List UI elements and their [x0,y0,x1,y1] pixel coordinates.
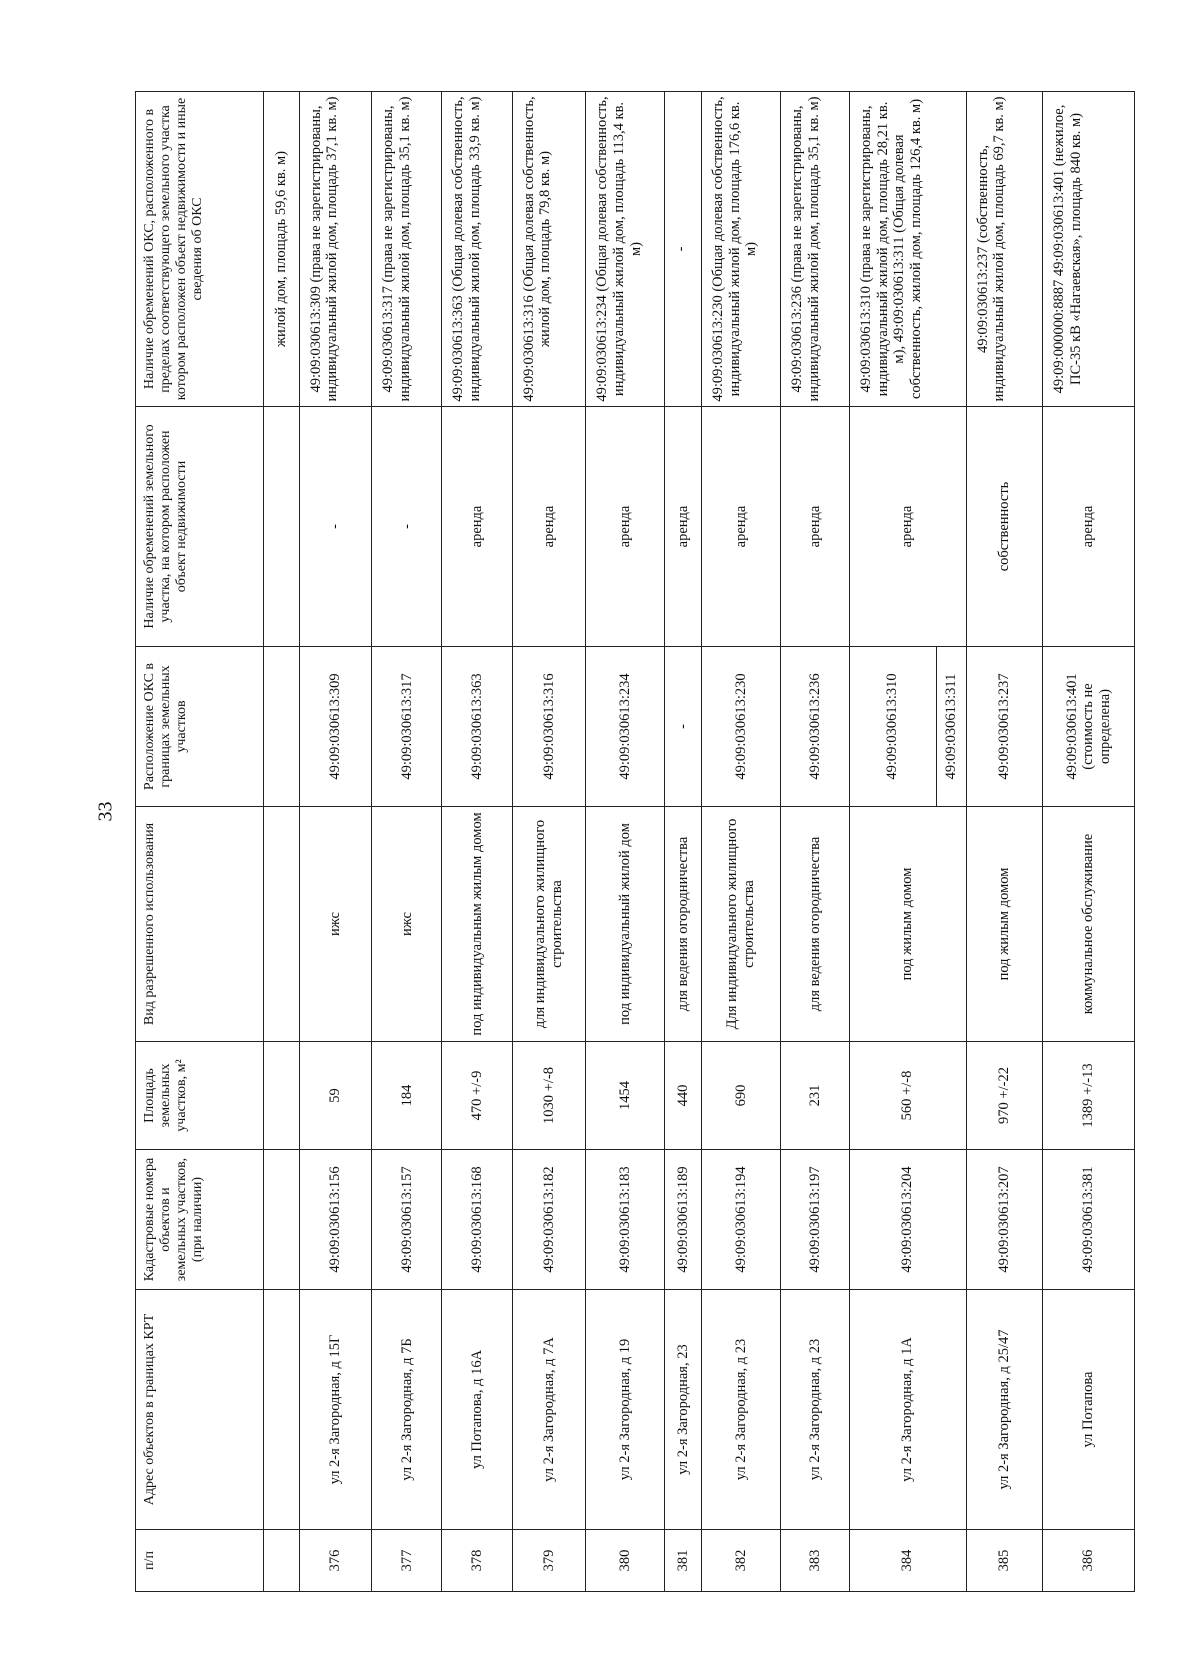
cell-use: под индивидуальный жилой дом [586,807,665,1042]
table-row [299,92,372,1592]
cell-land-encumbrance: собственность [966,407,1042,647]
cell-cadastral: 49:09:030613:207 [966,1150,1042,1290]
cell-land-encumbrance: аренда [849,407,966,647]
cell-oks-location: 49:09:030613:236 [781,647,850,807]
cell-area: 1030 +/-8 [512,1042,586,1150]
cell-area: 470 +/-9 [442,1042,512,1150]
cell-cadastral: 49:09:030613:204 [849,1150,966,1290]
cell-use: для ведения огородничества [781,807,850,1042]
prev-continuation: жилой дом, площадь 59,6 кв. м) [264,92,300,407]
table-row [781,92,850,1592]
cell-oks-encumbrance: 49:09:030613:236 (права не зарегистрированы, индивидуальный жилой дом, площадь 35,1 кв. м) [781,92,850,407]
cell-oks-location: - [665,647,702,807]
cell-land-encumbrance: аренда [781,407,850,647]
cell-address: ул 2-я Загородная, д 7Б [372,1290,442,1530]
header-num: п/п [136,1530,264,1592]
cell-num: 378 [442,1530,512,1592]
table-row [665,92,702,1592]
cell-area: 560 +/-8 [849,1042,966,1150]
rotated-table-container [135,92,1135,1592]
header-use: Вид разрешенного использования [136,807,264,1042]
cell-use: под индивидуальным жилым домом [442,807,512,1042]
cell-land-encumbrance: - [372,407,442,647]
cell-num: 381 [665,1530,702,1592]
header-area: Площадь земельных участков, м² [136,1042,264,1150]
cell-use: Для индивидуального жилищного строительства [702,807,781,1042]
cell-oks-encumbrance: 49:09:030613:317 (права не зарегистрированы, индивидуальный жилой дом, площадь 35,1 кв. м) [372,92,442,407]
cell-address: ул 2-я Загородная, д 25/47 [966,1290,1042,1530]
cell-address: ул 2-я Загородная, д 23 [781,1290,850,1530]
table-row [512,92,586,1592]
cell-use: для ведения огородничества [665,807,702,1042]
cell-num: 379 [512,1530,586,1592]
cell-num: 376 [299,1530,372,1592]
cell-land-encumbrance: аренда [1043,407,1135,647]
cell-oks-encumbrance: - [665,92,702,407]
cell-num: 384 [849,1530,966,1592]
cell-land-encumbrance: - [299,407,372,647]
continuation-row [264,92,300,1592]
cell-area: 690 [702,1042,781,1150]
cell-use: под жилым домом [966,807,1042,1042]
page-number: 33 [94,801,117,822]
cell-oks-location-2: 49:09:030613:311 [936,647,966,807]
cell-cadastral: 49:09:030613:189 [665,1150,702,1290]
cell-address: ул 2-я Загородная, д 7А [512,1290,586,1530]
cell-num: 377 [372,1530,442,1592]
cell-num: 382 [702,1530,781,1592]
cell-oks-encumbrance: 49:09:030613:316 (Общая долевая собственность, жилой дом, площадь 79,8 кв. м) [512,92,586,407]
cell-area: 1389 +/-13 [1043,1042,1135,1150]
cell-land-encumbrance: аренда [512,407,586,647]
cell-oks-location: 49:09:030613:309 [299,647,372,807]
cell-oks-location: 49:09:030613:401 (стоимость не определена) [1043,647,1135,807]
table-row [372,92,442,1592]
cell-address: ул 2-я Загородная, 23 [665,1290,702,1530]
cell-area: 440 [665,1042,702,1150]
cell-oks-encumbrance: 49:09:000000:8887 49:09:030613:401 (нежилое, ПС-35 кВ «Нагаевская», площадь 840 кв. м) [1043,92,1135,407]
cell-oks-location: 49:09:030613:316 [512,647,586,807]
cell-land-encumbrance: аренда [442,407,512,647]
table-row [442,92,512,1592]
table-row [849,92,936,1592]
registry-table [135,91,1135,1592]
cell-area: 1454 [586,1042,665,1150]
cell-cadastral: 49:09:030613:157 [372,1150,442,1290]
cell-cadastral: 49:09:030613:182 [512,1150,586,1290]
cell-num: 386 [1043,1530,1135,1592]
cell-cadastral: 49:09:030613:381 [1043,1150,1135,1290]
cell-use: для индивидуального жилищного строительства [512,807,586,1042]
cell-use: под жилым домом [849,807,966,1042]
cell-oks-encumbrance: 49:09:030613:230 (Общая долевая собственность, индивидуальный жилой дом, площадь 176,6 кв. м) [702,92,781,407]
cell-oks-encumbrance: 49:09:030613:234 (Общая долевая собственность, индивидуальный жилой дом, площадь 113,4 кв. м) [586,92,665,407]
cell-cadastral: 49:09:030613:168 [442,1150,512,1290]
cell-cadastral: 49:09:030613:156 [299,1150,372,1290]
cell-oks-encumbrance: 49:09:030613:237 (собственность, индивидуальный жилой дом, площадь 69,7 кв. м) [966,92,1042,407]
cell-num: 383 [781,1530,850,1592]
cell-address: ул 2-я Загородная, д 15Г [299,1290,372,1530]
header-land-encumbrance: Наличие обременений земельного участка, на котором расположен объект недвижимости [136,407,264,647]
table-row [586,92,665,1592]
cell-oks-location: 49:09:030613:363 [442,647,512,807]
cell-address: ул Потапова, д 16А [442,1290,512,1530]
header-oks-encumbrance: Наличие обременений ОКС, расположенного в пределах соответствующего земельного участка котором расположен объект недвижимости и иные сведения об ОКС [136,92,264,407]
cell-oks-location: 49:09:030613:230 [702,647,781,807]
cell-oks-location: 49:09:030613:234 [586,647,665,807]
header-cadastral: Кадастровые номера объектов и земельных участков, (при наличии) [136,1150,264,1290]
cell-area: 970 +/-22 [966,1042,1042,1150]
cell-cadastral: 49:09:030613:183 [586,1150,665,1290]
cell-use: коммунальное обслуживание [1043,807,1135,1042]
cell-oks-encumbrance: 49:09:030613:363 (Общая долевая собственность, индивидуальный жилой дом, площадь 33,9 кв. м) [442,92,512,407]
cell-address: ул Потапова [1043,1290,1135,1530]
cell-land-encumbrance: аренда [665,407,702,647]
cell-area: 231 [781,1042,850,1150]
cell-address: ул 2-я Загородная, д 1А [849,1290,966,1530]
table-row [702,92,781,1592]
cell-area: 59 [299,1042,372,1150]
cell-oks-location: 49:09:030613:310 [849,647,936,807]
table-row [966,92,1042,1592]
cell-address: ул 2-я Загородная, д 23 [702,1290,781,1530]
cell-address: ул 2-я Загородная, д 19 [586,1290,665,1530]
cell-use: ижс [372,807,442,1042]
cell-oks-encumbrance: 49:09:030613:310 (права не зарегистрированы, индивидуальный жилой дом, площадь 28,21 кв. м), 49:09:030613:311 (Общая долевая собственность, жилой дом, площадь 126,4 кв. м) [849,92,966,407]
cell-oks-location: 49:09:030613:317 [372,647,442,807]
cell-use: ижс [299,807,372,1042]
cell-cadastral: 49:09:030613:194 [702,1150,781,1290]
cell-num: 380 [586,1530,665,1592]
cell-land-encumbrance: аренда [702,407,781,647]
cell-oks-encumbrance: 49:09:030613:309 (права не зарегистрированы, индивидуальный жилой дом, площадь 37,1 кв. м) [299,92,372,407]
cell-num: 385 [966,1530,1042,1592]
cell-area: 184 [372,1042,442,1150]
header-oks-location: Расположение ОКС в границах земельных участков [136,647,264,807]
cell-oks-location: 49:09:030613:237 [966,647,1042,807]
cell-land-encumbrance: аренда [586,407,665,647]
table-row [1043,92,1135,1592]
header-address: Адрес объектов в границах КРТ [136,1290,264,1530]
cell-cadastral: 49:09:030613:197 [781,1150,850,1290]
